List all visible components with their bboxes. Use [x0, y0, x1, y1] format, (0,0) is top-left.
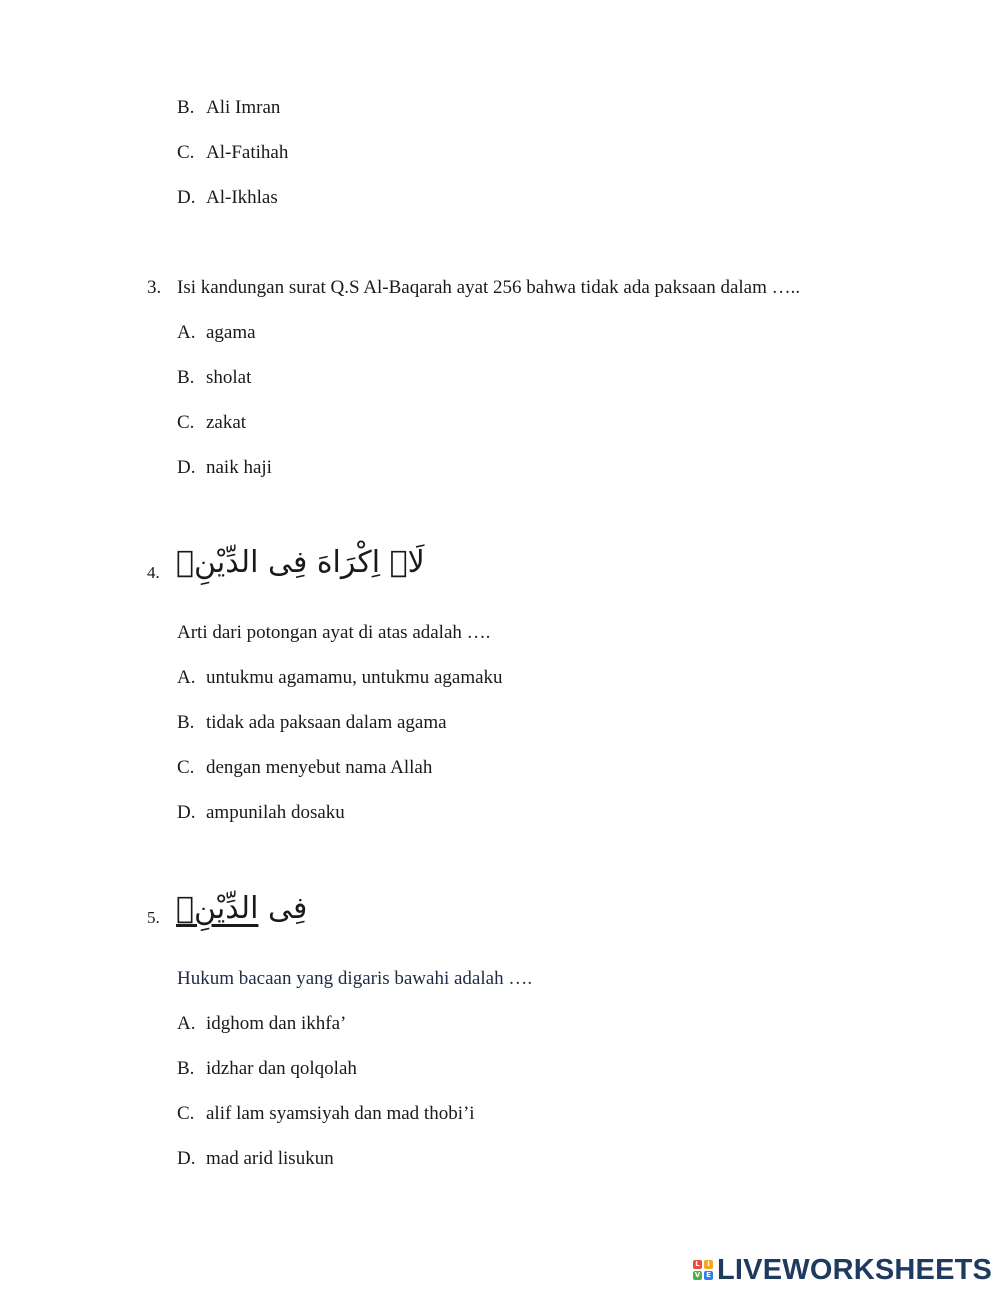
question-4-text: Arti dari potongan ayat di atas adalah ….: [177, 622, 491, 643]
q3-option-d[interactable]: [177, 456, 272, 480]
q3-option-a[interactable]: [177, 321, 256, 345]
option-letter: D.: [177, 457, 196, 478]
option-text: Al-Fatihah: [206, 142, 289, 163]
logo-mark-cell: E: [704, 1271, 713, 1280]
liveworksheets-logo-icon: [693, 1260, 713, 1280]
option-letter: A.: [177, 322, 196, 343]
option-text: mad arid lisukun: [206, 1148, 334, 1169]
arabic-plain-word: فِى: [258, 891, 308, 926]
option-text: idzhar dan qolqolah: [206, 1058, 357, 1079]
question-4-arabic-verse: لَاۤ اِكْرَاهَ فِى الدِّيْنِۗ: [176, 545, 425, 580]
option-letter: C.: [177, 757, 195, 778]
logo-wordmark: LIVEWORKSHEETS: [717, 1253, 993, 1286]
question-5-number: 5.: [147, 908, 160, 927]
option-letter: B.: [177, 712, 195, 733]
option-text: Al-Ikhlas: [206, 187, 278, 208]
option-text: sholat: [206, 367, 252, 388]
q4-option-c[interactable]: [177, 756, 432, 780]
q4-option-d[interactable]: [177, 801, 345, 825]
option-letter: A.: [177, 1013, 196, 1034]
logo-mark-cell: L: [693, 1260, 702, 1269]
arabic-underlined-word: الدِّيْنِۗ: [176, 891, 259, 926]
option-text: ampunilah dosaku: [206, 802, 345, 823]
option-letter: D.: [177, 187, 196, 208]
option-letter: B.: [177, 1058, 195, 1079]
option-letter: C.: [177, 1103, 195, 1124]
option-letter: C.: [177, 142, 195, 163]
q5-option-a[interactable]: [177, 1012, 346, 1036]
q4-option-b[interactable]: [177, 711, 447, 735]
option-letter: D.: [177, 802, 196, 823]
option-text: agama: [206, 322, 256, 343]
option-text: zakat: [206, 412, 247, 433]
option-text: untukmu agamamu, untukmu agamaku: [206, 667, 503, 688]
question-3-text: Isi kandungan surat Q.S Al-Baqarah ayat 256 bahwa tidak ada paksaan dalam …..: [177, 277, 801, 298]
question-5-text: Hukum bacaan yang digaris bawahi adalah ….: [177, 968, 533, 989]
option-text: alif lam syamsiyah dan mad thobi’i: [206, 1103, 475, 1124]
option-letter: B.: [177, 367, 195, 388]
option-text: tidak ada paksaan dalam agama: [206, 712, 447, 733]
question-5-arabic-verse: [176, 887, 307, 931]
option-text: naik haji: [206, 457, 272, 478]
q5-option-d[interactable]: [177, 1147, 334, 1171]
q3-option-c[interactable]: [177, 411, 246, 435]
option-letter: A.: [177, 667, 196, 688]
question-4-number: 4.: [147, 563, 160, 582]
q2-option-b[interactable]: [177, 96, 280, 120]
option-letter: C.: [177, 412, 195, 433]
question-3-number: 3.: [147, 277, 162, 298]
logo-mark-cell: V: [694, 1271, 701, 1279]
logo-mark-cell: I: [704, 1260, 713, 1269]
option-letter: B.: [177, 97, 195, 118]
q3-option-b[interactable]: [177, 366, 251, 390]
option-text: Ali Imran: [206, 97, 281, 118]
q5-option-c[interactable]: [177, 1102, 475, 1126]
q2-option-c[interactable]: [177, 141, 288, 165]
option-text: dengan menyebut nama Allah: [206, 757, 433, 778]
option-text: idghom dan ikhfa’: [206, 1013, 347, 1034]
q4-option-a[interactable]: [177, 666, 503, 690]
liveworksheets-logo: [693, 1253, 992, 1287]
option-letter: D.: [177, 1148, 196, 1169]
q5-option-b[interactable]: [177, 1057, 357, 1081]
q2-option-d[interactable]: [177, 186, 278, 210]
